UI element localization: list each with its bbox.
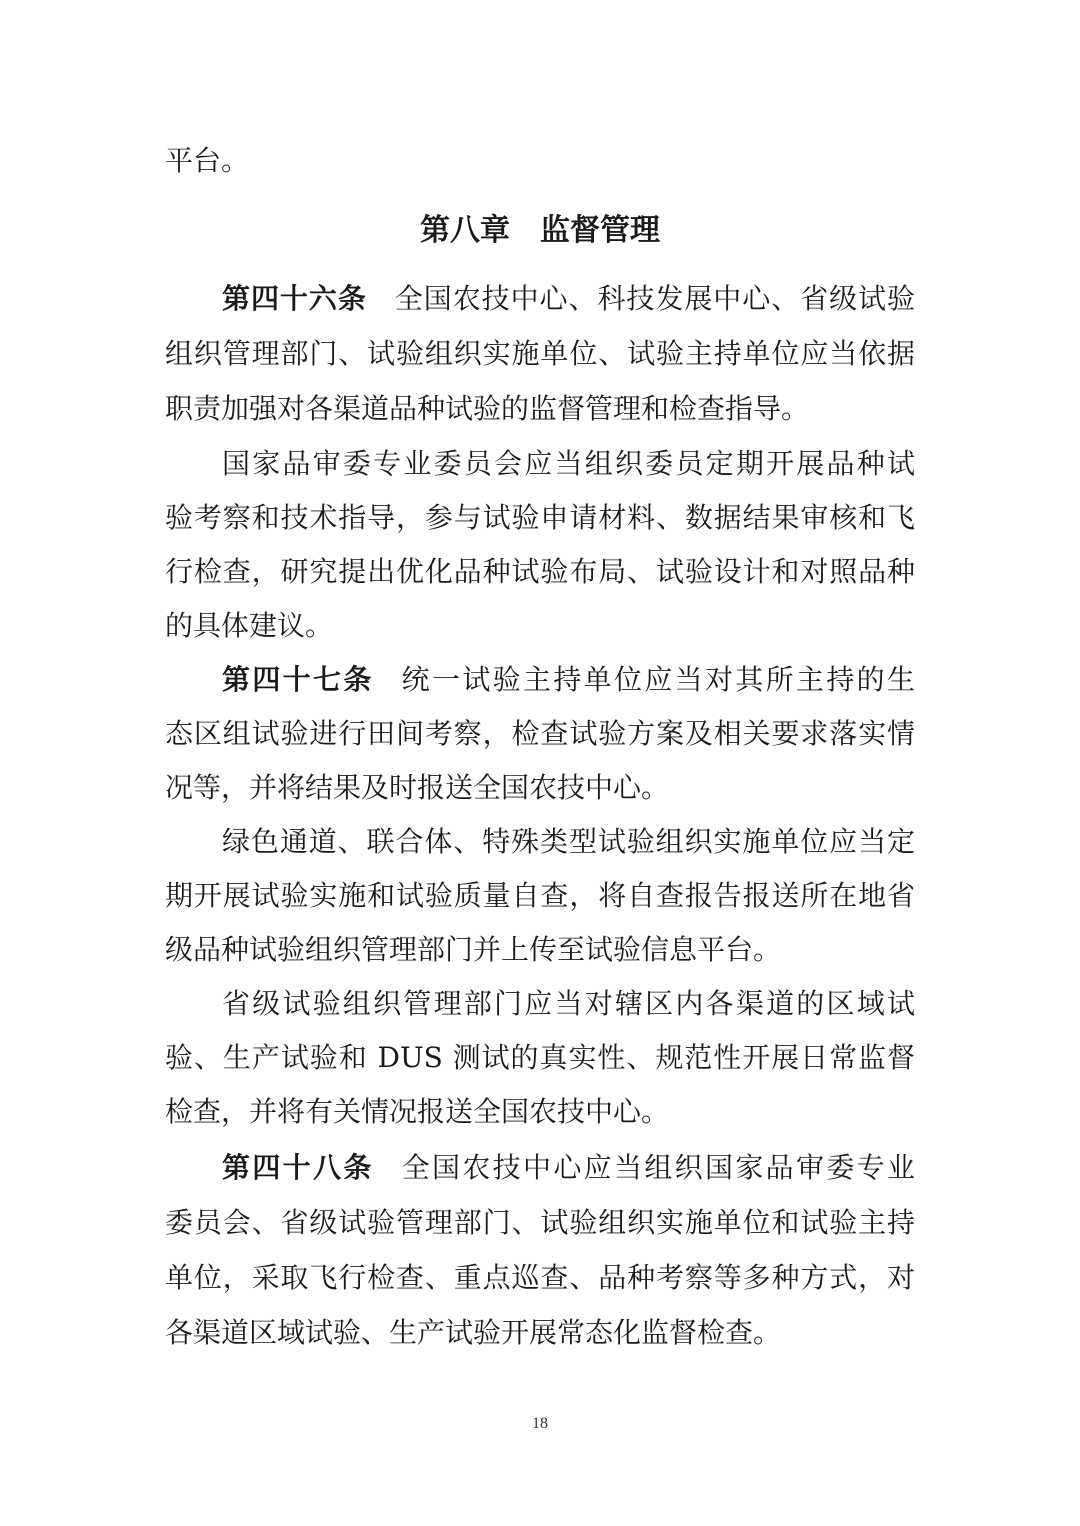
- article-46-line-3: 职责加强对各渠道品种试验的监督管理和检查指导。: [165, 392, 810, 425]
- article-48-line-3: 单位，采取飞行检查、重点巡查、品种考察等多种方式，对: [165, 1261, 915, 1294]
- article-46-para-1-line-2: 验考察和技术指导，参与试验申请材料、数据结果审核和飞: [165, 501, 915, 534]
- article-47-para-2-line-2: 验、生产试验和 DUS 测试的真实性、规范性开展日常监督: [165, 1041, 915, 1074]
- chapter-number: 第八章: [420, 213, 510, 248]
- article-48-label: 第四十八条: [222, 1151, 374, 1184]
- article-47-text: 统一试验主持单位应当对其所主持的生: [401, 663, 915, 696]
- article-47-line-1: [222, 660, 915, 700]
- article-46-para-1-line-4: 的具体建议。: [165, 609, 334, 642]
- article-48-line-2: 委员会、省级试验管理部门、试验组织实施单位和试验主持: [165, 1206, 915, 1239]
- article-48-line-4: 各渠道区域试验、生产试验开展常态化监督检查。: [165, 1316, 782, 1349]
- article-46-para-1-line-1: 国家品审委专业委员会应当组织委员定期开展品种试: [222, 447, 915, 480]
- continuation-line: 平台。: [165, 144, 250, 177]
- article-47-line-2: 态区组试验进行田间考察，检查试验方案及相关要求落实情: [165, 717, 915, 750]
- article-46-para-1-line-3: 行检查，研究提出优化品种试验布局、试验设计和对照品种: [165, 555, 915, 588]
- article-48-line-1: [222, 1148, 915, 1188]
- chapter-title: 监督管理: [540, 213, 660, 248]
- article-47-line-3: 况等，并将结果及时报送全国农技中心。: [165, 771, 670, 804]
- article-47-para-1-line-3: 级品种试验组织管理部门并上传至试验信息平台。: [165, 933, 782, 966]
- article-46-label: 第四十六条: [222, 282, 367, 315]
- article-46-line-1: [222, 279, 915, 319]
- article-46-line-2: 组织管理部门、试验组织实施单位、试验主持单位应当依据: [165, 337, 915, 370]
- article-47-para-2-line-1: 省级试验组织管理部门应当对辖区内各渠道的区域试: [222, 987, 915, 1020]
- article-47-label: 第四十七条: [222, 663, 374, 696]
- article-47-para-1-line-1: 绿色通道、联合体、特殊类型试验组织实施单位应当定: [222, 825, 915, 858]
- article-48-text: 全国农技中心应当组织国家品审委专业: [401, 1151, 915, 1184]
- article-47-para-2-line-3: 检查，并将有关情况报送全国农技中心。: [165, 1095, 670, 1128]
- article-46-text: 全国农技中心、科技发展中心、省级试验: [394, 282, 915, 315]
- article-47-para-1-line-2: 期开展试验实施和试验质量自查，将自查报告报送所在地省: [165, 879, 915, 912]
- chapter-heading: [0, 211, 1080, 251]
- page-number: 18: [532, 1415, 548, 1432]
